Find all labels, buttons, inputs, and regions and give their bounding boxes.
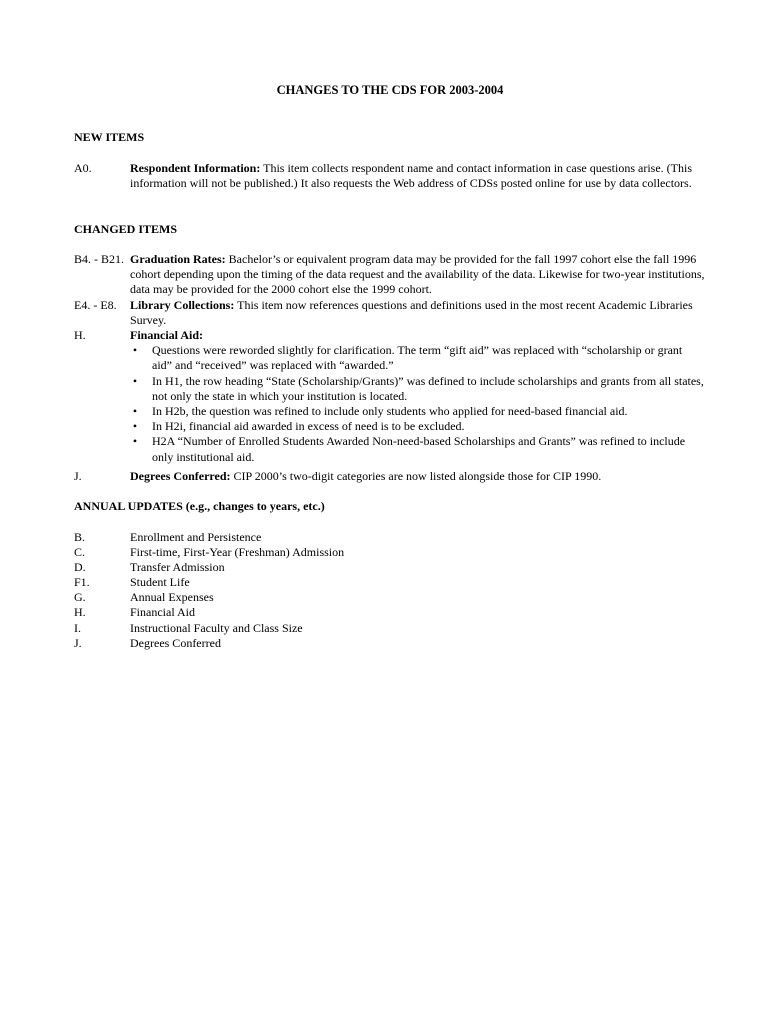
update-code: G. xyxy=(74,590,86,604)
bullet-icon: • xyxy=(132,419,138,434)
item-code: B4. - B21. xyxy=(74,252,125,266)
item-code: A0. xyxy=(74,161,92,175)
list-item xyxy=(130,419,705,434)
changed-items-heading: CHANGED ITEMS xyxy=(74,222,178,236)
update-code: C. xyxy=(74,545,86,559)
bullet-text: In H2b, the question was refined to include only students who applied for need-based financial aid. xyxy=(152,404,628,419)
bullet-text: Questions were reworded slightly for clarification. The term “gift aid” was replaced with “scholarship or grant aid” and “received” was replaced with “awarded.” xyxy=(152,343,683,373)
update-text: Student Life xyxy=(130,575,190,589)
bullet-icon: • xyxy=(132,434,138,449)
bullet-text: In H2i, financial aid awarded in excess of need is to be excluded. xyxy=(152,419,465,434)
item-text: This item now references questions and definitions used in the most recent Academic Libraries Survey. xyxy=(130,298,693,328)
item-body xyxy=(130,469,705,484)
list-item xyxy=(130,404,705,419)
update-code: D. xyxy=(74,560,86,574)
item-body xyxy=(130,328,705,465)
update-text: First-time, First-Year (Freshman) Admission xyxy=(130,545,345,559)
financial-aid-bullets xyxy=(130,343,705,465)
page-title: CHANGES TO THE CDS FOR 2003-2004 xyxy=(276,83,504,97)
update-code: J. xyxy=(74,636,82,650)
list-item xyxy=(130,343,705,373)
update-text: Annual Expenses xyxy=(130,590,214,604)
update-text: Degrees Conferred xyxy=(130,636,221,650)
bullet-text: In H1, the row heading “State (Scholarship/Grants)” was defined to include scholarships and grants from all states, not only the state in which your institution is located. xyxy=(152,373,704,403)
update-code: H. xyxy=(74,605,86,619)
item-code: E4. - E8. xyxy=(74,298,117,312)
update-code: I. xyxy=(74,621,81,635)
item-text: CIP 2000’s two-digit categories are now listed alongside those for CIP 1990. xyxy=(230,469,602,483)
item-label: Degrees Conferred: xyxy=(130,469,231,483)
item-body xyxy=(130,298,705,328)
new-items-heading: NEW ITEMS xyxy=(74,130,145,144)
update-text: Financial Aid xyxy=(130,605,195,619)
annual-updates-heading: ANNUAL UPDATES (e.g., changes to years, etc.) xyxy=(74,499,325,513)
update-text: Enrollment and Persistence xyxy=(130,530,262,544)
update-text: Instructional Faculty and Class Size xyxy=(130,621,303,635)
bullet-icon: • xyxy=(132,404,138,419)
item-text: This item collects respondent name and contact information in case questions arise. (This information will not be published.) It also requests the Web address of CDSs posted online for use by data collectors. xyxy=(130,161,693,191)
update-code: B. xyxy=(74,530,86,544)
item-body xyxy=(130,252,705,298)
item-label: Respondent Information: xyxy=(130,161,261,175)
item-label: Library Collections: xyxy=(130,298,235,312)
bullet-icon: • xyxy=(132,343,138,358)
item-label: Financial Aid: xyxy=(130,328,204,342)
item-code: J. xyxy=(74,469,82,483)
item-label: Graduation Rates: xyxy=(130,252,226,266)
update-code: F1. xyxy=(74,575,90,589)
list-item xyxy=(130,374,705,404)
update-text: Transfer Admission xyxy=(130,560,225,574)
item-code: H. xyxy=(74,328,86,342)
list-item xyxy=(130,434,705,464)
bullet-icon: • xyxy=(132,373,138,388)
item-text: Bachelor’s or equivalent program data may be provided for the fall 1997 cohort else the fall 1996 cohort depending upon the timing of the data request and the availability of the data. Likewise for two-year institutions, data may be provided for the 2000 cohort else the 1999 cohort. xyxy=(130,252,705,297)
item-body xyxy=(130,161,705,191)
bullet-text: H2A “Number of Enrolled Students Awarded Non-need-based Scholarships and Grants” was refined to include only institutional aid. xyxy=(152,434,686,464)
